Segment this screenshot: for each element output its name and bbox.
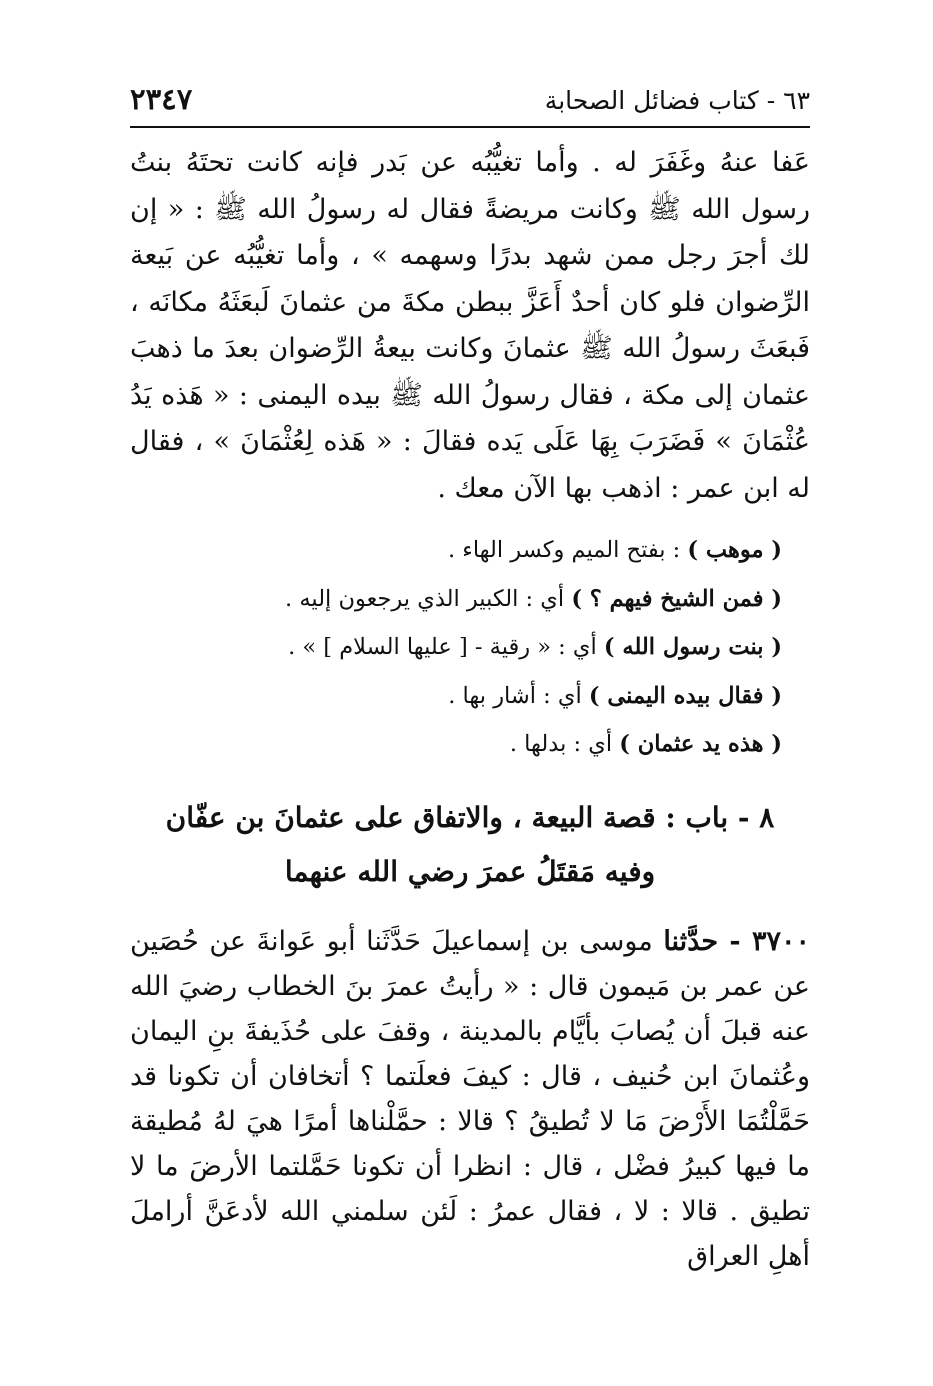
- note-term: ( موهب ): [687, 537, 782, 563]
- note-item: [130, 720, 782, 769]
- document-page: [130, 80, 810, 1279]
- hadith-paragraph: [130, 919, 810, 1279]
- chapter-subtitle: وفيه مَقتَلُ عمرَ رضي الله عنهما: [284, 854, 656, 888]
- note-term: ( فقال بيده اليمنى ): [588, 682, 782, 709]
- note-text: أي : الكبير الذي يرجعون إليه .: [285, 585, 572, 612]
- note-term: ( هذه يد عثمان ): [619, 731, 782, 757]
- running-title: ٦٣ - كتاب فضائل الصحابة: [544, 86, 810, 115]
- page-header: [130, 80, 810, 128]
- note-text: أي : « رقية - [ عليها السلام ] » .: [288, 634, 604, 660]
- hadith-number: ٣٧٠٠ - حدَّثنا: [663, 925, 810, 957]
- note-term: ( بنت رسول الله ): [603, 634, 782, 660]
- note-text: : بفتح الميم وكسر الهاء .: [447, 537, 688, 563]
- note-item: [130, 672, 782, 721]
- explanatory-notes: [130, 526, 810, 769]
- chapter-title: ٨ - باب : قصة البيعة ، والاتفاق على عثمانَ بن عفّان: [165, 800, 775, 834]
- note-text: أي : بدلها .: [509, 731, 620, 757]
- note-term: ( فمن الشيخ فيهم ؟ ): [571, 585, 782, 612]
- note-text: أي : أشار بها .: [448, 682, 589, 709]
- note-item: [130, 526, 782, 575]
- note-item: [130, 575, 782, 624]
- page-number: ٢٣٤٧: [130, 82, 193, 116]
- chapter-heading: [130, 791, 810, 899]
- note-item: [130, 623, 782, 672]
- main-paragraph: عَفا عنهُ وغَفَرَ له . وأما تغيُّبُه عن بَدر فإنه كانت تحتَهُ بنتُ رسول الله ﷺ وكانت مريضةً فقال له رسولُ الله ﷺ : « إن لك أجرَ رجل ممن شهد بدرًا وسهمه » ، وأما تغيُّبُه عن بَيعة الرِّضوان فلو كان أحدٌ أَعَزَّ ببطن مكةَ من عثمانَ لَبعَثَهُ مكانَه ، فَبعَثَ رسولُ الله ﷺ عثمانَ وكانت بيعةُ الرِّضوان بعدَ ما ذهبَ عثمان إلى مكة ، فقال رسولُ الله ﷺ بيده اليمنى : « هَذه يَدُ عُثْمَانَ » فَضَرَبَ بِهَا عَلَى يَده فقالَ : « هَذه لِعُثْمَانَ » ، فقال له ابن عمر : اذهب بها الآن معك .: [130, 147, 810, 504]
- hadith-text: موسى بن إسماعيلَ حَدَّثَنا أبو عَوانةَ عن حُصَين عن عمر بن مَيمون قال : « رأيتُ عمرَ بنَ الخطاب رضيَ الله عنه قبلَ أن يُصابَ بأيَّام بالمدينة ، وقفَ على حُذَيفةَ بنِ اليمان وعُثمانَ ابن حُنيف ، قال : كيفَ فعلَتما ؟ أتخافان أن تكونا قد حَمَّلْتُمَا الأَرْضَ مَا لا تُطيقُ ؟ قالا : حمَّلْناها أمرًا هيَ لهُ مُطيقة ما فيها كبيرُ فضْل ، قال : انظرا أن تكونا حَمَّلتما الأرضَ ما لا تطيق . قالا : لا ، فقال عمرُ : لَئن سلمني الله لأدعَنَّ أراملَ أهلِ العراق: [130, 925, 810, 1272]
